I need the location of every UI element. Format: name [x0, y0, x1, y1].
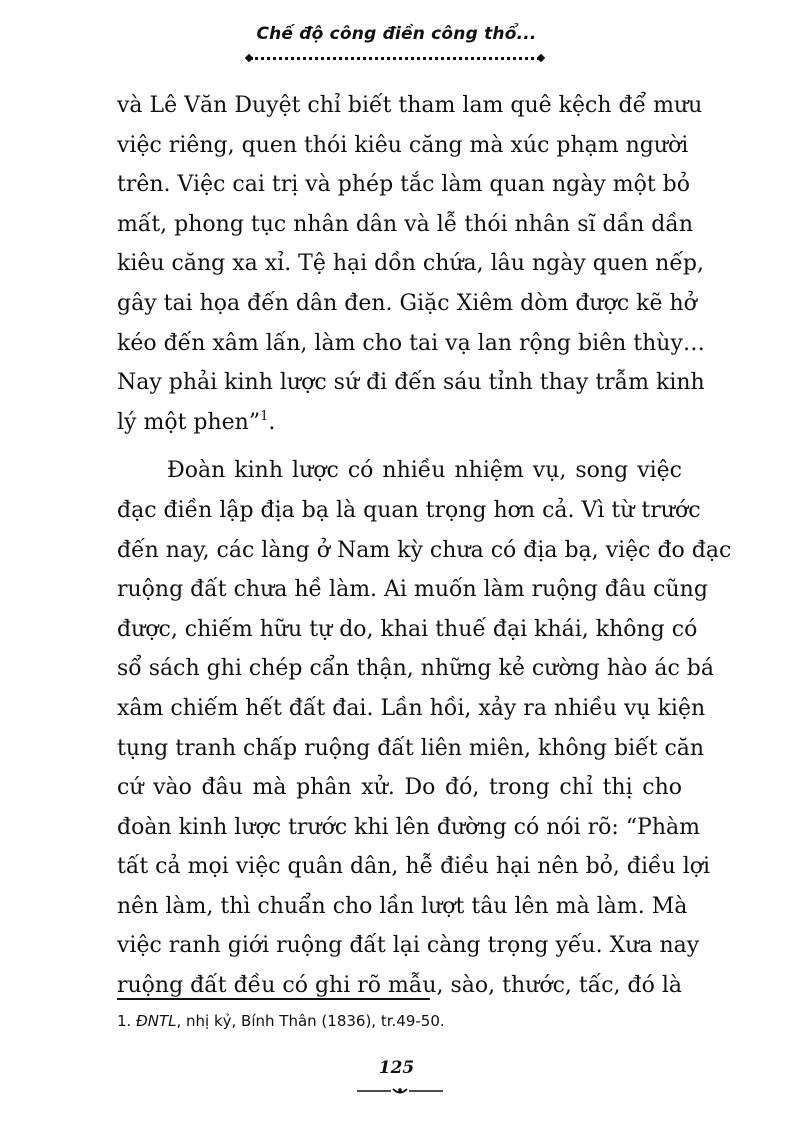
text-line: ruộng đất chưa hề làm. Ai muốn làm ruộng đâu cũng: [117, 577, 708, 603]
page-ornament-icon: [357, 1086, 443, 1096]
text-line: kiêu căng xa xỉ. Tệ hại dồn chứa, lâu ngày quen nếp,: [117, 251, 704, 277]
text-line: đoàn kinh lược trước khi lên đường có nói rõ: “Phàm: [117, 814, 701, 840]
text-line: ruộng đất đều có ghi rõ mẫu, sào, thước, tấc, đó là: [117, 973, 682, 999]
footnote-source: ĐNTL: [136, 1012, 177, 1030]
text-line: trên. Việc cai trị và phép tắc làm quan ngày một bỏ: [117, 172, 691, 198]
text-line-content: lý một phen”: [117, 409, 261, 435]
text-line: được, chiếm hữu tự do, khai thuế đại khái, không có: [117, 616, 698, 642]
text-line: việc ranh giới ruộng đất lại càng trọng yếu. Xưa nay: [117, 933, 700, 959]
text-line: đến nay, các làng ở Nam kỳ chưa có địa bạ, việc đo đạc: [117, 537, 732, 563]
running-header: Chế độ công điền công thổ...: [256, 24, 537, 44]
footnote-reference[interactable]: 1: [260, 408, 269, 424]
header-ornament-rule: [250, 57, 540, 60]
text-line: gây tai họa đến dân đen. Giặc Xiêm dòm được kẽ hở: [117, 290, 697, 316]
text-line: Đoàn kinh lược có nhiều nhiệm vụ, song việc: [167, 458, 682, 484]
text-line: mất, phong tục nhân dân và lễ thói nhân sĩ dần dần: [117, 211, 693, 237]
footnote-divider: [117, 998, 430, 1000]
text-line: tất cả mọi việc quân dân, hễ điều hại nên bỏ, điều lợi: [117, 854, 711, 880]
text-line: nên làm, thì chuẩn cho lần lượt tâu lên mà làm. Mà: [117, 893, 688, 919]
text-line: sổ sách ghi chép cẩn thận, những kẻ cường hào ác bá: [117, 656, 714, 682]
end-punctuation: .: [268, 409, 276, 435]
text-line: xâm chiếm hết đất đai. Lần hồi, xảy ra nhiều vụ kiện: [117, 695, 706, 721]
page-number: 125: [378, 1058, 415, 1078]
body-text: [117, 86, 732, 1006]
text-line: [117, 403, 682, 443]
footnote: [117, 1012, 445, 1030]
footnote-number: 1.: [117, 1012, 132, 1030]
text-line: và Lê Văn Duyệt chỉ biết tham lam quê kệch để mưu: [117, 93, 703, 118]
text-line: việc riêng, quen thói kiêu căng mà xúc phạm người: [117, 132, 689, 158]
text-line: cứ vào đâu mà phân xử. Do đó, trong chỉ thị cho: [117, 775, 682, 801]
text-line: kéo đến xâm lấn, làm cho tai vạ lan rộng biên thùy…: [117, 330, 705, 356]
text-line: Nay phải kinh lược sứ đi đến sáu tỉnh thay trẫm kinh: [117, 370, 705, 396]
text-line: tụng tranh chấp ruộng đất liên miên, không biết căn: [117, 735, 705, 761]
footnote-text: , nhị kỷ, Bính Thân (1836), tr.49-50.: [176, 1012, 445, 1030]
text-line: đạc điền lập địa bạ là quan trọng hơn cả. Vì từ trước: [117, 497, 701, 523]
